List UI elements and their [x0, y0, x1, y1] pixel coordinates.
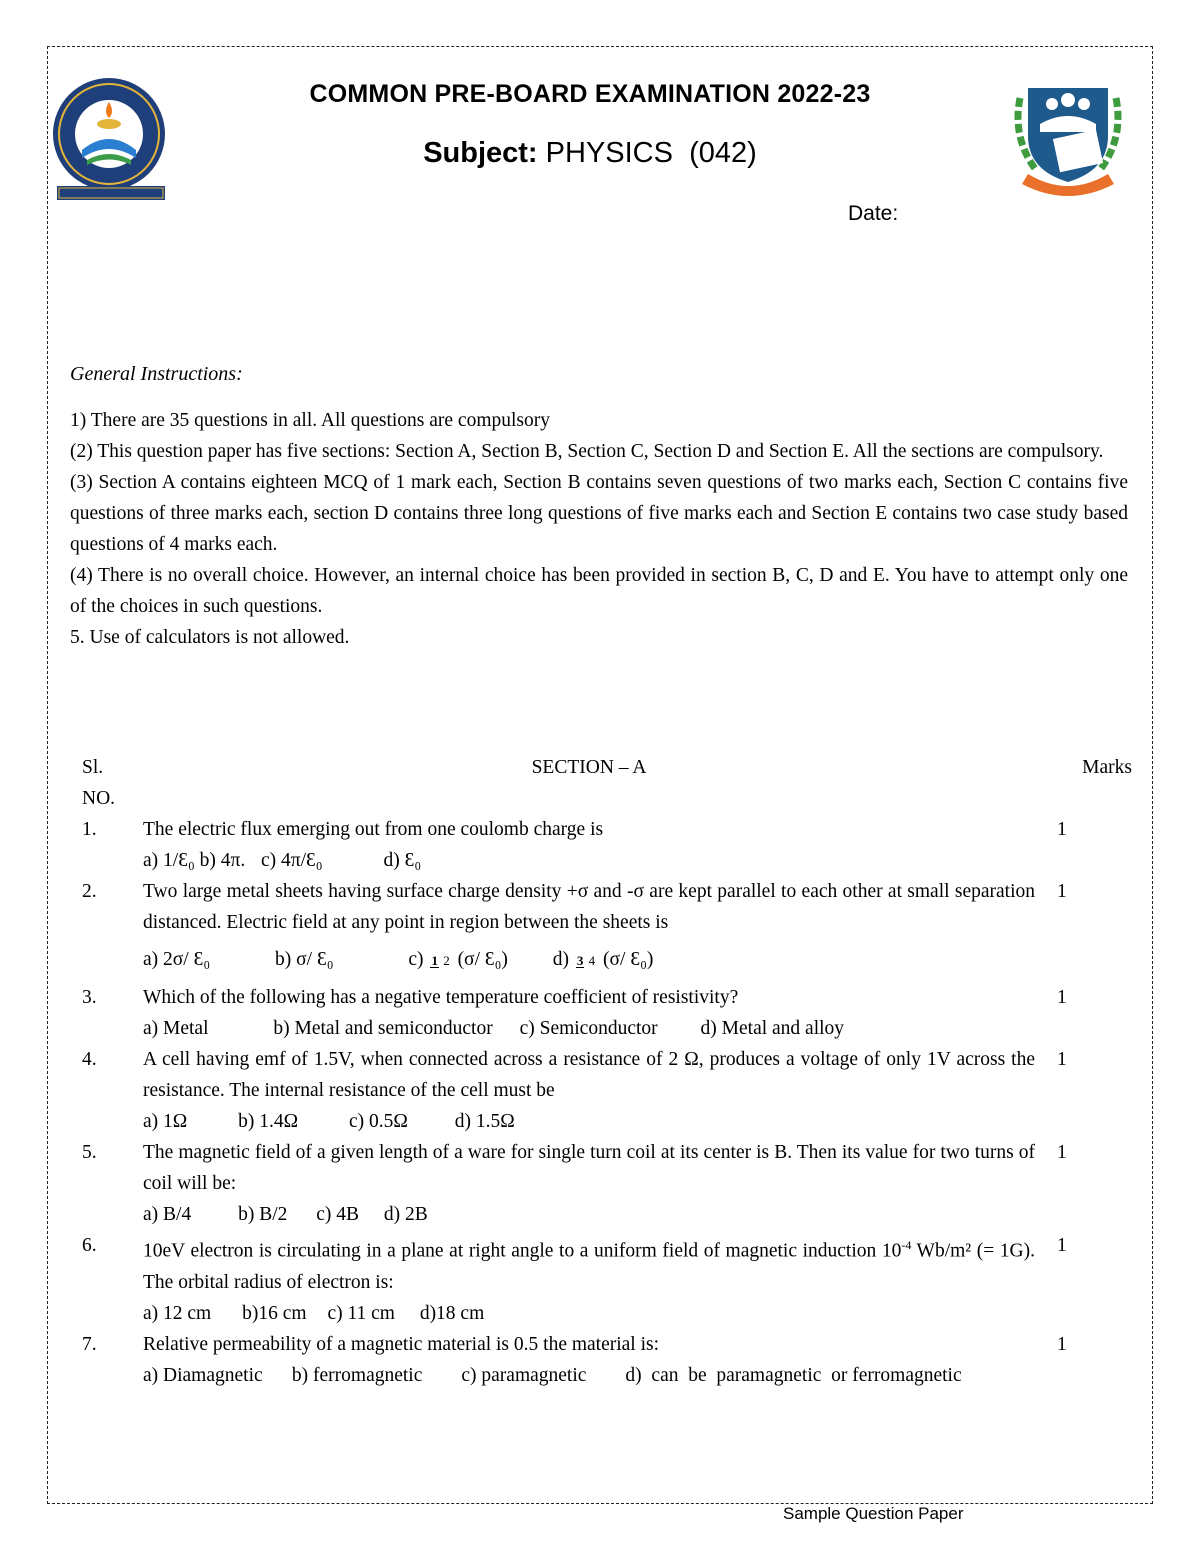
- question-number: 1.: [82, 819, 97, 840]
- table-row: [82, 814, 1132, 876]
- question-text: A cell having emf of 1.5V, when connected across a resistance of 2 Ω, produces a voltage of only 1V across the resistance. The internal resistance of the cell must be: [143, 1049, 1035, 1101]
- question-marks: 1: [1057, 881, 1067, 902]
- instruction-item: (3) Section A contains eighteen MCQ of 1 mark each, Section B contains seven questions of two marks each, Section C contains five questions of three marks each, section D contains three long questions of five marks each and Section E contains two case study based questions of 4 marks each.: [70, 472, 1128, 555]
- question-marks: 1: [1057, 987, 1067, 1008]
- option: c) 4B: [316, 1204, 360, 1225]
- option: b)16 cm: [242, 1302, 307, 1324]
- table-row: [82, 1044, 1132, 1137]
- footer-label: Sample Question Paper: [783, 1504, 964, 1523]
- option: d) 2B: [383, 1204, 428, 1225]
- option: b) 1.4Ω: [238, 1111, 299, 1132]
- option: (σ/ Ɛ₀): [603, 949, 654, 970]
- question-text: Which of the following has a negative temperature coefficient of resistivity?: [143, 987, 739, 1008]
- question-options: [143, 1298, 1035, 1329]
- col-no-label-2: NO.: [82, 788, 116, 809]
- option: a) Metal: [143, 1018, 209, 1039]
- question-marks: 1: [1057, 1333, 1067, 1355]
- question-text: Relative permeability of a magnetic material is 0.5 the material is:: [143, 1333, 660, 1355]
- option: d) 1.5Ω: [454, 1111, 515, 1132]
- question-number: 3.: [82, 987, 97, 1008]
- question-text: The electric flux emerging out from one coulomb charge is: [143, 819, 604, 840]
- instructions-title: General Instructions:: [70, 363, 243, 385]
- table-row: [82, 876, 1132, 982]
- exam-title: COMMON PRE-BOARD EXAMINATION 2022-23: [309, 80, 871, 108]
- question-options: [143, 845, 1035, 876]
- question-number: 5.: [82, 1142, 97, 1163]
- question-text: The magnetic field of a given length of a ware for single turn coil at its center is B. Then its value for two turns of coil will be:: [143, 1142, 1035, 1194]
- option: b) B/2: [238, 1204, 288, 1225]
- question-marks: 1: [1057, 819, 1067, 840]
- question-options: [143, 938, 1035, 982]
- question-number: 6.: [82, 1235, 97, 1256]
- question-marks: 1: [1057, 1235, 1067, 1256]
- table-header: [82, 752, 1132, 814]
- question-options: a) Diamagnetic b) ferromagnetic c) paramagnetic d) can be paramagnetic or ferromagnetic: [143, 1364, 962, 1386]
- question-options: [143, 1199, 1035, 1230]
- option: d) Ɛ₀: [383, 850, 422, 871]
- table-row: [82, 1230, 1132, 1329]
- option: c) Semiconductor: [519, 1018, 658, 1039]
- table-row: [82, 982, 1132, 1044]
- option: c) 11 cm: [327, 1302, 395, 1324]
- question-number: 4.: [82, 1049, 97, 1070]
- option: a) 1/Ɛ₀: [143, 850, 195, 871]
- instruction-item: (2) This question paper has five sections: Section A, Section B, Section C, Section D and Section E. All the sections are compulsory.: [70, 441, 1104, 462]
- subject-value: PHYSICS (042): [545, 137, 757, 169]
- option: a) 12 cm: [143, 1302, 212, 1324]
- table-row: [82, 1137, 1132, 1230]
- option: b) Metal and semiconductor: [273, 1018, 493, 1039]
- question-table: [82, 752, 1132, 1391]
- question-number: 2.: [82, 881, 97, 902]
- date-label: Date:: [848, 202, 899, 225]
- option: a) 1Ω: [143, 1111, 188, 1132]
- instructions-list: [70, 405, 1128, 653]
- instruction-item: 1) There are 35 questions in all. All questions are compulsory: [70, 410, 550, 431]
- option: d) Metal and alloy: [700, 1018, 845, 1039]
- question-number: 7.: [82, 1333, 97, 1355]
- question-text: 10eV electron is circulating in a plane at right angle to a uniform field of magnetic induction $10^{-4}$ Wb/m² (= 1G). The orbital radius of electron is:: [143, 1238, 1035, 1293]
- fraction-one-half: 1 2: [431, 952, 450, 968]
- instruction-item: (4) There is no overall choice. However, an internal choice has been provided in section B, C, D and E. You have to attempt only one of the choices in such questions.: [70, 565, 1128, 617]
- question-marks: 1: [1057, 1049, 1067, 1070]
- subject-line: [0, 137, 1180, 170]
- question-options: [143, 1013, 1035, 1044]
- fraction-three-quarters: 3 4: [576, 952, 596, 968]
- option: c) 0.5Ω: [349, 1111, 408, 1132]
- col-no-label: Sl.: [82, 757, 104, 778]
- option: b) 4π.: [199, 850, 246, 871]
- table-row: [82, 1329, 1132, 1391]
- option: c) 4π/Ɛ₀: [260, 850, 323, 871]
- option: b) σ/ Ɛ₀: [275, 949, 334, 970]
- col-marks-label: Marks: [1082, 757, 1132, 778]
- option: (σ/ Ɛ₀): [457, 949, 508, 970]
- question-marks: 1: [1057, 1142, 1067, 1163]
- section-title: SECTION – A: [531, 757, 647, 778]
- question-text: Two large metal sheets having surface charge density +σ and -σ are kept parallel to each other at small separation distanced. Electric field at any point in region between the sheets is: [143, 881, 1035, 933]
- option: a) 2σ/ Ɛ₀: [143, 949, 211, 970]
- instruction-item: 5. Use of calculators is not allowed.: [70, 627, 350, 648]
- option: c): [408, 949, 424, 970]
- option: d): [552, 949, 570, 970]
- option: a) B/4: [143, 1204, 192, 1225]
- subject-label: Subject:: [423, 137, 538, 169]
- question-options: [143, 1106, 1035, 1137]
- option: d)18 cm: [419, 1302, 485, 1324]
